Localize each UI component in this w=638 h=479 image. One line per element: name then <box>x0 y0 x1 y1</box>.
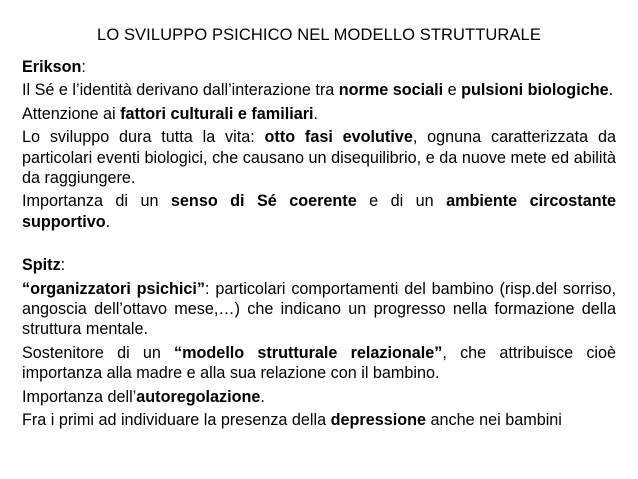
spitz-paragraph-3 <box>22 387 616 407</box>
spitz-paragraph-1 <box>22 279 616 340</box>
text-run: e <box>443 81 462 100</box>
text-run: e di un <box>356 192 447 211</box>
text-run: Importanza di un <box>22 192 171 211</box>
erikson-colon: : <box>81 58 86 76</box>
slide-body <box>22 57 616 434</box>
erikson-name: Erikson <box>22 58 82 76</box>
spitz-paragraph-4 <box>22 410 616 430</box>
erikson-paragraph-2 <box>22 104 616 124</box>
bold-term: “modello strutturale relazionale” <box>174 343 443 362</box>
spitz-heading <box>22 255 616 275</box>
slide-title: LO SVILUPPO PSICHICO NEL MODELLO STRUTTURALE <box>97 26 541 44</box>
text-run: . <box>260 387 265 406</box>
bold-term: autoregolazione <box>136 387 261 406</box>
text-run: . <box>608 81 614 100</box>
spitz-paragraph-2 <box>22 343 616 384</box>
text-run: Attenzione ai <box>22 104 121 123</box>
text-run: Importanza dell’ <box>22 387 137 406</box>
bold-term: norme sociali <box>338 81 444 100</box>
spitz-name: Spitz <box>22 256 61 275</box>
spitz-colon: : <box>60 256 66 275</box>
bold-term: otto fasi evolutive <box>264 128 413 147</box>
erikson-paragraph-1 <box>22 80 616 100</box>
text-run: anche nei bambini <box>426 411 562 430</box>
bold-term: pulsioni biologiche <box>461 81 609 100</box>
bold-term: ambiente circostante supportivo <box>22 192 616 231</box>
erikson-paragraph-3 <box>22 127 616 188</box>
text-run: , che attribuisce cioè importanza alla madre e alla sua relazione con il bambino. <box>22 343 617 383</box>
text-run: Lo sviluppo dura tutta la vita: <box>22 128 265 147</box>
section-spacer <box>22 235 616 255</box>
erikson-heading <box>22 57 616 77</box>
text-run: Fra i primi ad individuare la presenza della <box>22 411 331 430</box>
erikson-paragraph-4 <box>22 191 616 232</box>
bold-term: fattori culturali e familiari <box>120 104 314 123</box>
bold-term: senso di Sé coerente <box>170 192 357 211</box>
bold-term: “organizzatori psichici” <box>22 279 206 298</box>
text-run: . <box>105 212 111 231</box>
text-run: Il Sé e l’identità derivano dall’interazione tra <box>22 81 339 100</box>
text-run: , ognuna caratterizzata da particolari eventi biologici, che causano un disequilibrio, e da nuove mete ed abilità da raggiungere. <box>22 128 616 188</box>
text-run: . <box>313 104 318 123</box>
text-run: : particolari comportamenti del bambino (risp.del sorriso, angoscia dell’ottavo mese,…) che indicano un progresso nella formazione della struttura mentale. <box>22 279 616 339</box>
text-run: Sostenitore di un <box>22 343 175 362</box>
bold-term: depressione <box>330 411 426 430</box>
